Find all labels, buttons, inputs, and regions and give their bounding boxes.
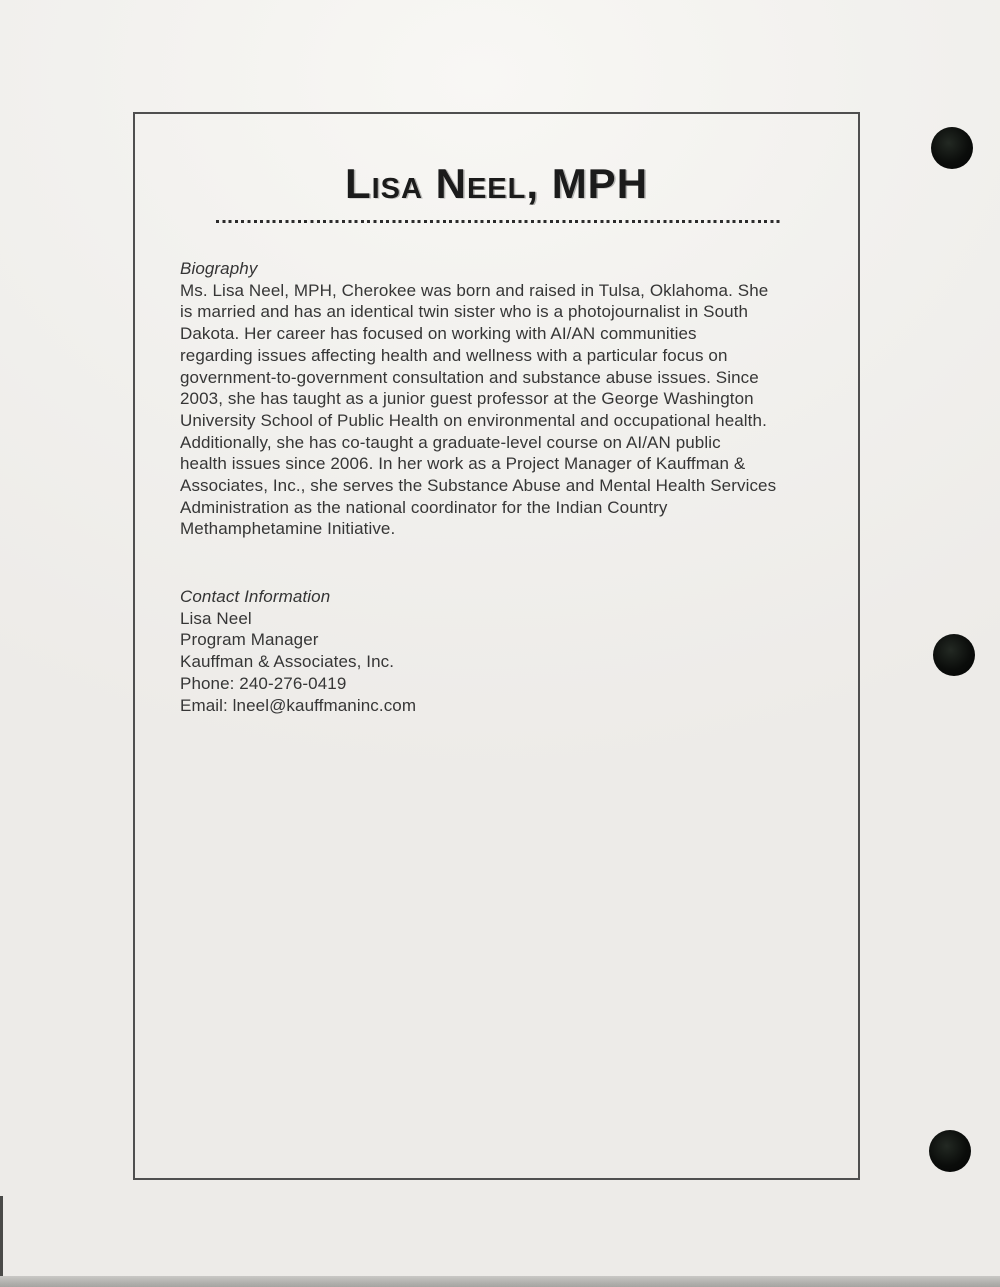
biography-line: Ms. Lisa Neel, MPH, Cherokee was born and raised in Tulsa, Oklahoma. She: [180, 280, 769, 300]
dotted-divider: [216, 220, 782, 223]
biography-line: University School of Public Health on environmental and occupational health.: [180, 410, 767, 430]
scan-edge-artifact-bottom: [0, 1276, 1000, 1287]
contact-name: Lisa Neel: [180, 608, 252, 628]
contact-heading: Contact Information: [180, 587, 331, 606]
contact-section: [180, 586, 416, 716]
biography-line: health issues since 2006. In her work as a Project Manager of Kauffman &: [180, 454, 746, 474]
punch-hole: [929, 1130, 971, 1172]
biography-heading: Biography: [180, 259, 258, 278]
biography-line: Associates, Inc., she serves the Substance Abuse and Mental Health Services: [180, 476, 777, 496]
biography-line: Administration as the national coordinator for the Indian Country: [180, 497, 668, 517]
biography-line: is married and has an identical twin sister who is a photojournalist in South: [180, 302, 749, 322]
page-title: Lisa Neel, MPH: [344, 160, 649, 207]
biography-line: 2003, she has taught as a junior guest professor at the George Washington: [180, 389, 754, 409]
biography-section: [180, 258, 776, 540]
contact-email: Email: lneel@kauffmaninc.com: [180, 695, 417, 715]
biography-line: Additionally, she has co-taught a graduate-level course on AI/AN public: [180, 432, 721, 452]
biography-line: Methamphetamine Initiative.: [180, 519, 396, 539]
biography-line: government-to-government consultation and substance abuse issues. Since: [180, 367, 759, 387]
biography-line: regarding issues affecting health and wellness with a particular focus on: [180, 345, 728, 365]
biography-line: Dakota. Her career has focused on working with AI/AN communities: [180, 324, 697, 344]
contact-company: Kauffman & Associates, Inc.: [180, 652, 395, 672]
scan-edge-artifact-left: [0, 1196, 3, 1287]
contact-job-title: Program Manager: [180, 630, 319, 650]
contact-phone: Phone: 240-276-0419: [180, 673, 347, 693]
punch-hole: [933, 634, 975, 676]
punch-hole: [931, 127, 973, 169]
